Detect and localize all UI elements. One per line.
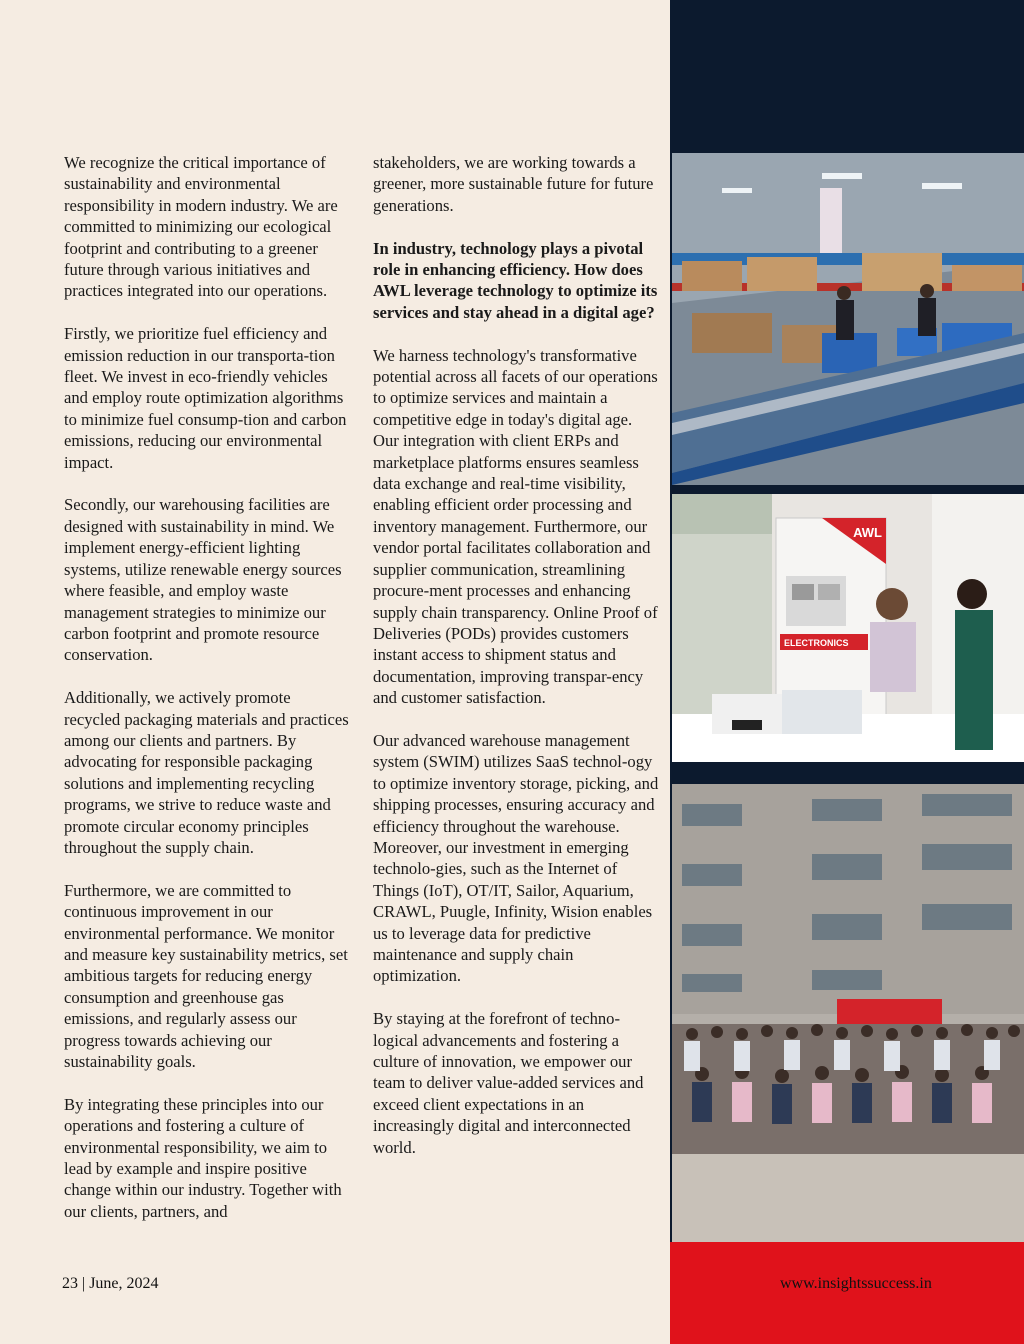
right-red-band [670,1242,1024,1344]
website-url: www.insightssuccess.in [780,1275,932,1292]
banner-label-text: ELECTRONICS [784,638,849,648]
paragraph: We harness technology's transformative potential across all facets of our operations to optimize services and maintain a competitive edge in today's digital age. Our integration with client ERPs and marketplace platforms ensures seamless data exchange and real-time visibility, enabling efficient order processing and inventory management. Furthermore, our vendor portal facilitates collaboration and supplier communication, streamlining procure-ment processes and enhancing supply chain transparency. Online Proof of Deliveries (PODs) provides customers instant access to shipment status and documentation, improving transpar-ency and customer satisfaction. [373,345,658,708]
paragraph: stakeholders, we are working towards a greener, more sustainable future for future generations. [373,153,654,215]
paragraph: Additionally, we actively promote recycled packaging materials and practices among our clients and partners. By advocating for responsible packaging solutions and implementing recycling programs, we strive to reduce waste and promote circular economy principles throughout the supply chain. [64,688,349,857]
paragraph: We recognize the critical importance of sustainability and environmental responsibility in modern industry. We are committed to minimizing our ecological footprint and contributing to a greener future through various initiatives and practices integrated into our operations. [64,153,338,301]
warehouse-photo [672,153,1024,485]
page-number-date: 23 | June, 2024 [62,1275,159,1292]
paragraph: By staying at the forefront of techno-logical advancements and fostering a culture of innovation, we empower our team to deliver value-added services and exceed client expectations in an increasingly digital and interconnected world. [373,1009,644,1157]
paragraph: Furthermore, we are committed to continuous improvement in our environmental performance. We monitor and measure key sustainability metrics, set ambitious targets for reducing energy consumption and greenhouse gas emissions, and regularly assess our progress towards achieving our sustainability goals. [64,880,348,1071]
left-text-column [64,152,350,1244]
paragraph: Secondly, our warehousing facilities are designed with sustainability in mind. We implement energy-efficient lighting systems, utilize renewable energy sources where feasible, and employ waste management strategies to minimize our carbon footprint and promote resource conservation. [64,495,342,665]
paragraph: Our advanced warehouse management system (SWIM) utilizes SaaS technol-ogy to optimize inventory storage, picking, and shipping processes, ensuring accuracy and efficiency throughout the warehouse. Moreover, our investment in emerging technolo-gies, such as the Internet of Things (IoT), OT/IT, Sailor, Aquarium, CRAWL, Puugle, Infinity, Wision enables us to leverage data for predictive maintenance and supply chain optimization. [373,730,659,986]
banner-brand-text: AWL [853,525,882,540]
office-photo [672,494,1024,762]
interview-question: In industry, technology plays a pivotal role in enhancing efficiency. How does AWL leverage technology to optimize its services and stay ahead in a digital age? [373,238,658,322]
paragraph: By integrating these principles into our operations and fostering a culture of environmental responsibility, we aim to lead by example and inspire positive change within our industry. Together with our clients, partners, and [64,1094,342,1221]
paragraph: Firstly, we prioritize fuel efficiency and emission reduction in our transporta-tion fleet. We invest in eco-friendly vehicles and employ route optimization algorithms to minimize fuel consump-tion and carbon emissions, reducing our environmental impact. [64,324,347,472]
team-photo [672,784,1024,1242]
right-text-column [373,152,659,1179]
